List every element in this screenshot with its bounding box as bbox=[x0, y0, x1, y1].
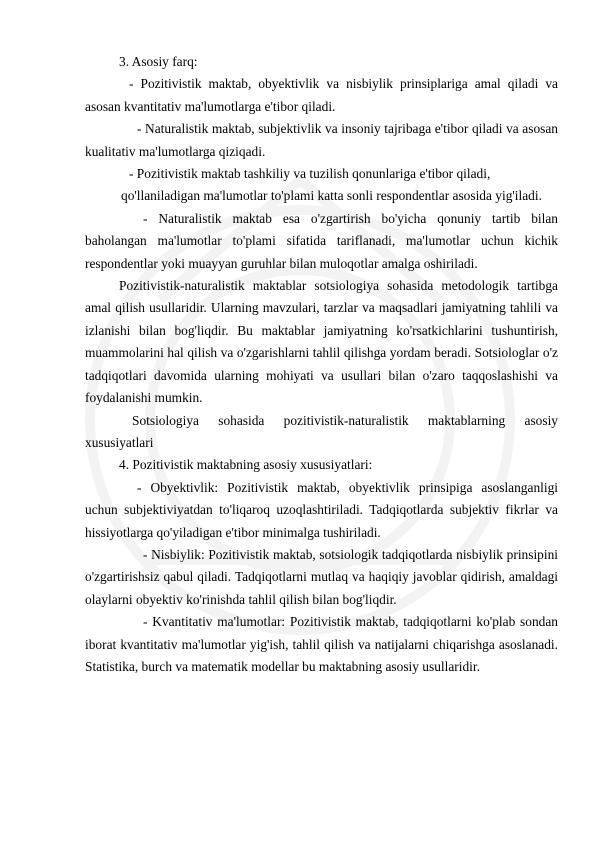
paragraph: - Pozitivistik maktab, obyektivlik va nisbiylik prinsiplariga amal qiladi va asosan kvantitativ ma'lumotlarga e'tibor qiladi. bbox=[85, 76, 558, 114]
section-heading-4: 4. Pozitivistik maktabning asosiy xususiyatlari: bbox=[119, 457, 373, 473]
document-body bbox=[85, 51, 558, 678]
section-heading-3: 3. Asosiy farq: bbox=[119, 54, 198, 69]
paragraph: - Pozitivistik maktab tashkiliy va tuzilish qonunlariga e'tibor qiladi, bbox=[129, 166, 491, 182]
paragraph: - Naturalistik maktab esa o'zgartirish bo'yicha qonuniy tartib bilan baholangan ma'lumotlar to'plami sifatida tariflanadi, ma'lumotlar uchun kichik respondentlar yoki muayyan guruhlar bilan muloqotlar amalga oshiriladi. bbox=[85, 210, 558, 271]
paragraph: Pozitivistik-naturalistik maktablar sotsiologiya sohasida metodologik tartibga amal qilish usullaridir. Ularning mavzulari, tarzlar va maqsadlari jamiyatning tahlili va izlanishi bilan bog'liqdir. Bu maktablar jamiyatning ko'rsatkichlarini tushuntirish, muammolarini hal qilish va o'zgarishlarni tahlil qilishga yordam beradi. Sotsiologlar o'z tadqiqotlari davomida ularning mohiyati va usullari bilan o'zaro taqqoslashishi va foydalanishi mumkin. bbox=[85, 278, 558, 406]
paragraph: - Kvantitativ ma'lumotlar: Pozitivistik maktab, tadqiqotlarni ko'plab sondan iborat kvantitativ ma'lumotlar yig'ish, tahlil qilish va natijalarni chiqarishga asoslanadi. Statistika, burch va matematik modellar bu maktabning asosiy usullaridir. bbox=[85, 614, 558, 674]
paragraph: - Nisbiylik: Pozitivistik maktab, sotsiologik tadqiqotlarda nisbiylik prinsipini o'zgartirishsiz qabul qiladi. Tadqiqotlarni mutlaq va haqiqiy javoblar qidirish, amaldagi olaylarni obyektiv ko'rinishda tahlil qilish bilan bog'liqdir. bbox=[85, 546, 558, 607]
paragraph: qo'llaniladigan ma'lumotlar to'plami katta sonli respondentlar asosida yig'iladi. bbox=[121, 188, 542, 204]
paragraph: - Naturalistik maktab, subjektivlik va insoniy tajribaga e'tibor qiladi va asosan kualitativ ma'lumotlarga qiziqadi. bbox=[85, 121, 558, 159]
paragraph: - Obyektivlik: Pozitivistik maktab, obyektivlik prinsipiga asoslanganligi uchun subjektiviyatdan to'liqaroq uzoqlashtiriladi. Tadqiqotlarda subjektiv fikrlar va hissiyotlarga qo'yiladigan e'tibor minimalga tushiriladi. bbox=[85, 479, 558, 540]
section-subtitle: Sotsiologiya sohasida pozitivistik-naturalistik maktablarning asosiy xususiyatlari bbox=[85, 412, 558, 450]
